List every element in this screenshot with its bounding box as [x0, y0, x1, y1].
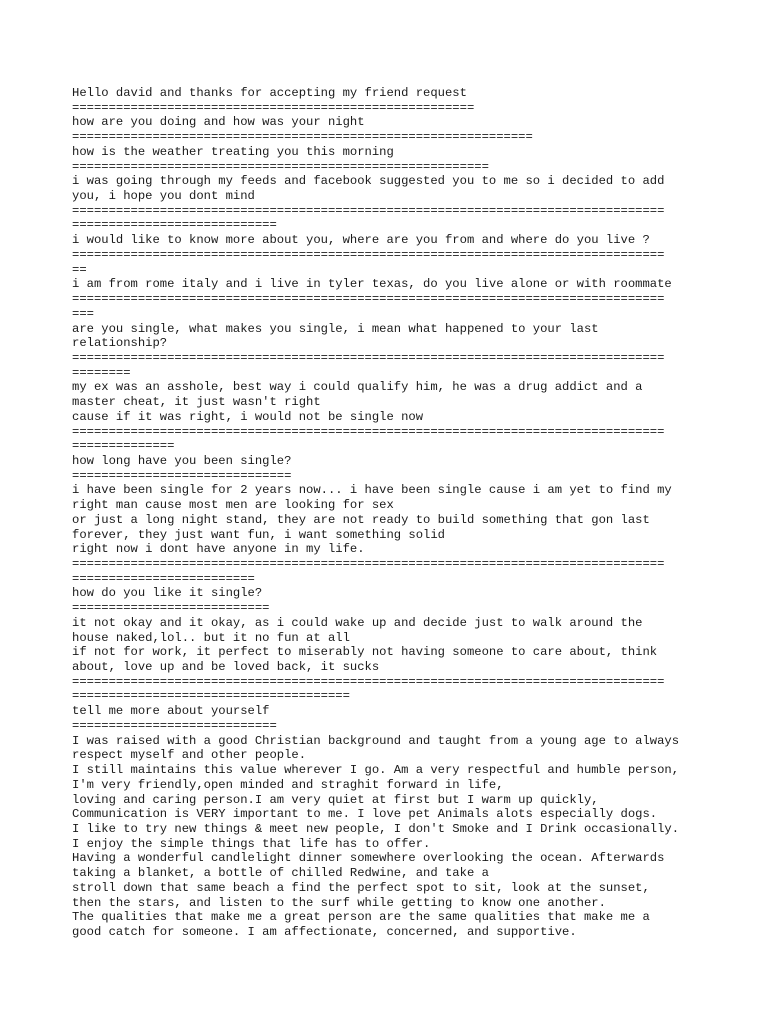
text-line: i am from rome italy and i live in tyler texas, do you live alone or with roommate [72, 277, 672, 292]
text-line: if not for work, it perfect to miserably not having someone to care about, think [72, 645, 658, 660]
text-line: stroll down that same beach a find the perfect spot to sit, look at the sunset, [72, 880, 650, 895]
separator-line: ============== [72, 439, 175, 454]
separator-line: ====================================== [72, 689, 350, 704]
text-line: or just a long night stand, they are not ready to build something that gon last [72, 512, 650, 527]
text-line: tell me more about yourself [72, 704, 270, 719]
text-line: respect myself and other people. [72, 748, 307, 763]
text-line: i would like to know more about you, where are you from and where do you live ? [72, 233, 650, 248]
text-line: how is the weather treating you this morning [72, 144, 394, 159]
text-line: how do you like it single? [72, 586, 263, 601]
text-line: right now i dont have anyone in my life. [72, 542, 365, 557]
text-line: then the stars, and listen to the surf while getting to know one another. [72, 895, 606, 910]
separator-line: === [72, 306, 94, 321]
separator-line: ================================================================================= [72, 292, 665, 307]
text-line: master cheat, it just wasn't right [72, 395, 321, 410]
separator-line: == [72, 262, 87, 277]
separator-line: ================================================================================= [72, 424, 665, 439]
text-line: taking a blanket, a bottle of chilled Redwine, and take a [72, 866, 489, 881]
text-line: Communication is VERY important to me. I love pet Animals alots especially dogs. [72, 807, 658, 822]
text-line: I was raised with a good Christian background and taught from a young age to always [72, 733, 680, 748]
text-line: i have been single for 2 years now... i have been single cause i am yet to find my [72, 483, 672, 498]
text-line: how long have you been single? [72, 453, 292, 468]
text-line: are you single, what makes you single, i mean what happened to your last [72, 321, 599, 336]
separator-line: ================================================================================= [72, 557, 665, 571]
text-line: loving and caring person.I am very quiet at first but I warm up quickly, [72, 792, 599, 807]
text-line: how are you doing and how was your night [72, 115, 365, 130]
separator-line: =========================== [72, 601, 270, 616]
text-line: Having a wonderful candlelight dinner somewhere overlooking the ocean. Afterwards [72, 851, 665, 866]
separator-line: ======== [72, 365, 131, 380]
separator-line: ======================================================= [72, 100, 475, 115]
text-line: cause if it was right, i would not be single now [72, 409, 424, 424]
text-line: about, love up and be loved back, it sucks [72, 660, 380, 675]
text-line: relationship? [72, 336, 168, 351]
text-line: forever, they just want fun, i want something solid [72, 527, 445, 542]
text-line: I like to try new things & meet new people, I don't Smoke and I Drink occasionally. [72, 821, 680, 836]
separator-line: ================================================================================= [72, 674, 665, 689]
text-line: I'm very friendly,open minded and straghit forward in life, [72, 777, 504, 792]
separator-line: ================================================================================= [72, 350, 665, 365]
text-line: Hello david and thanks for accepting my friend request [72, 86, 467, 100]
text-line: my ex was an asshole, best way i could qualify him, he was a drug addict and a [72, 380, 643, 395]
text-line: I still maintains this value wherever I go. Am a very respectful and humble person, [72, 763, 680, 778]
separator-line: ============================ [72, 718, 277, 733]
text-line: house naked,lol.. but it no fun at all [72, 630, 350, 645]
text-line: good catch for someone. I am affectionate, concerned, and supportive. [72, 924, 577, 939]
separator-line: =============================================================== [72, 130, 533, 145]
separator-line: ================================================================================= [72, 247, 665, 262]
text-line: right man cause most men are looking for sex [72, 498, 394, 513]
text-line: i was going through my feeds and facebook suggested you to me so i decided to add [72, 174, 665, 189]
separator-line: ========================= [72, 571, 255, 586]
separator-line: ================================================================================= [72, 203, 665, 218]
text-line: it not okay and it okay, as i could wake up and decide just to walk around the [72, 615, 643, 630]
document-body [72, 86, 702, 940]
text-line: I enjoy the simple things that life has to offer. [72, 836, 431, 851]
text-line: you, i hope you dont mind [72, 189, 255, 204]
separator-line: ============================ [72, 218, 277, 233]
text-line: The qualities that make me a great person are the same qualities that make me a [72, 910, 650, 925]
separator-line: ========================================================= [72, 159, 489, 174]
separator-line: ============================== [72, 468, 292, 483]
